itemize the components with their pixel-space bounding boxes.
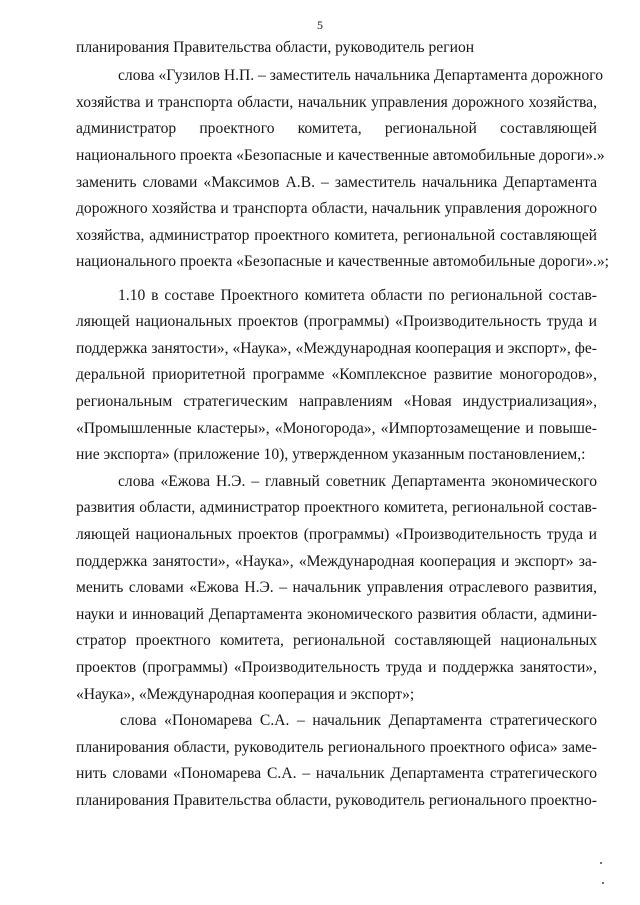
text-line: планирования Правительства области, руководитель регионального проектно- <box>76 792 597 809</box>
text-line: администратор проектного комитета, региональной составляющей <box>76 120 597 137</box>
text-line: национального проекта «Безопасные и качественные автомобильные дороги».» <box>76 147 605 164</box>
text-line: дорожного хозяйства и транспорта области, начальник управления дорожного <box>76 200 597 217</box>
text-line: 1.10 в составе Проектного комитета области по региональной состав- <box>118 287 597 304</box>
text-line: национального проекта «Безопасные и качественные автомобильные дороги».»; <box>76 253 610 270</box>
text-line: развития области, администратор проектного комитета, региональной состав- <box>76 499 597 516</box>
text-line: ние экспорта» (приложение 10), утвержденном указанным постановлением,: <box>76 446 586 463</box>
text-line: поддержка занятости», «Наука», «Международная кооперация и экспорт», фе- <box>76 340 597 357</box>
text-line: ляющей национальных проектов (программы) «Производительность труда и <box>76 526 597 543</box>
text-line: хозяйства и транспорта области, начальник управления дорожного хозяйства, <box>76 94 597 111</box>
text-line: планирования Правительства области, руководитель регион <box>76 39 475 56</box>
text-line: слова «Ежова Н.Э. – главный советник Департамента экономического <box>118 473 597 490</box>
text-line: проектов (программы) «Производительность труда и поддержка занятости», <box>76 659 597 676</box>
text-line: менить словами «Ежова Н.Э. – начальник управления отраслевого развития, <box>76 579 597 596</box>
text-line: слова «Гузилов Н.П. – заместитель начальника Департамента дорожного <box>118 67 604 84</box>
text-line: «Промышленные кластеры», «Моногорода», «Импортозамещение и повыше- <box>76 420 597 437</box>
text-line: заменить словами «Максимов А.В. – заместитель начальника Департамента <box>76 174 597 191</box>
text-line: нить словами «Пономарева С.А. – начальник Департамента стратегического <box>76 765 597 782</box>
text-line: стратор проектного комитета, региональной составляющей национальных <box>76 632 597 649</box>
text-line: поддержка занятости», «Наука», «Международная кооперация и экспорт» за- <box>76 553 597 570</box>
text-line: науки и инноваций Департамента экономического развития области, админи- <box>76 606 597 623</box>
scan-speck <box>600 862 602 864</box>
page-number: 5 <box>317 18 323 32</box>
text-line: ляющей национальных проектов (программы) «Производительность труда и <box>76 313 597 330</box>
text-line: региональным стратегическим направлениям «Новая индустриализация», <box>76 393 597 410</box>
text-line: деральной приоритетной программе «Комплексное развитие моногородов», <box>76 366 597 383</box>
text-line: «Наука», «Международная кооперация и экспорт»; <box>76 686 415 703</box>
text-line: слова «Пономарева С.А. – начальник Департамента стратегического <box>120 712 597 729</box>
scan-speck <box>602 882 604 884</box>
text-line: планирования области, руководитель регионального проектного офиса» заме- <box>76 739 597 756</box>
text-line: хозяйства, администратор проектного комитета, региональной составляющей <box>76 227 597 244</box>
